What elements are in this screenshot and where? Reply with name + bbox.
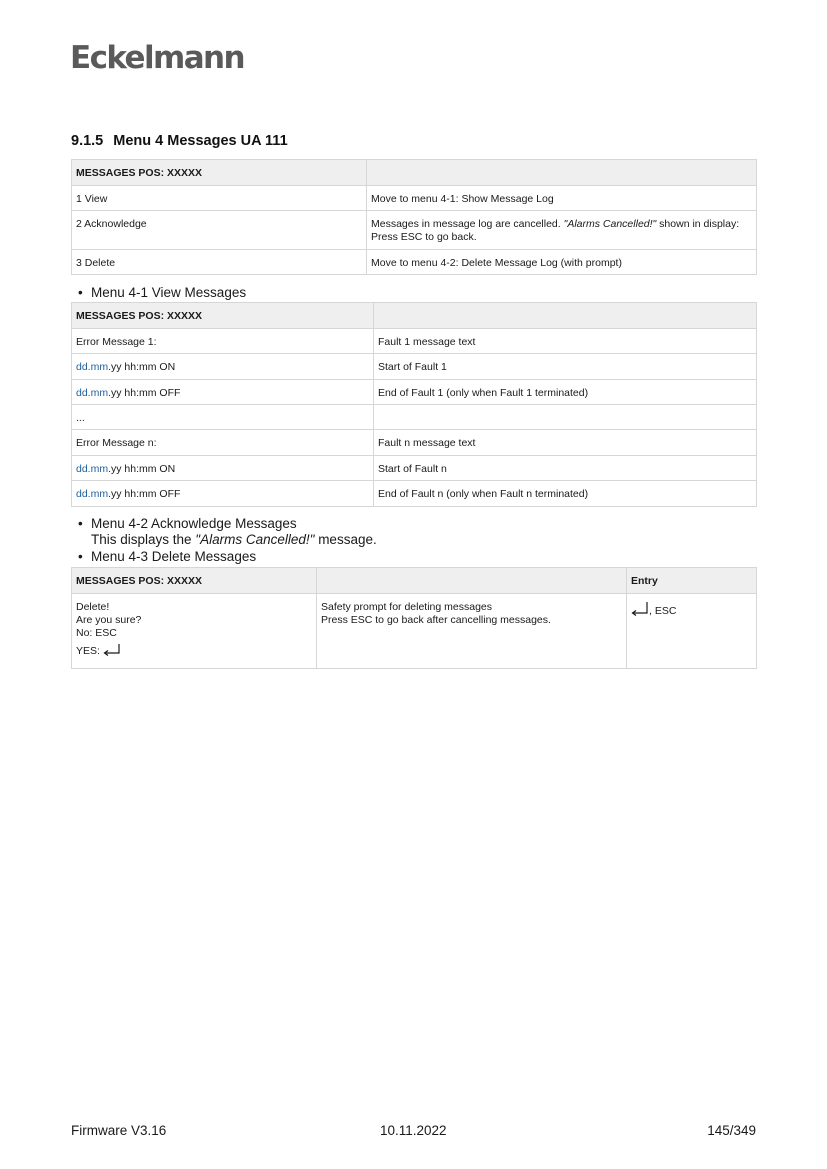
bullet-text: Menu 4-1 View Messages xyxy=(91,285,247,300)
cell-line xyxy=(76,643,312,661)
date-placeholder: dd.mm xyxy=(76,488,109,500)
table-header-row xyxy=(72,160,757,186)
table-cell: Move to menu 4-2: Delete Message Log (with prompt) xyxy=(367,250,757,275)
table-cell: End of Fault 1 (only when Fault 1 terminated) xyxy=(374,380,757,405)
table-cell: Start of Fault n xyxy=(374,456,757,481)
bullet-text: Menu 4-2 Acknowledge Messages xyxy=(91,516,297,531)
footer-page-number: 145/349 xyxy=(707,1123,756,1138)
view-messages-table xyxy=(71,302,757,507)
cell-line: Are you sure? xyxy=(76,614,142,626)
section-number: 9.1.5 xyxy=(71,133,104,149)
menu-table xyxy=(71,159,757,275)
bullet-item xyxy=(78,285,246,301)
table-cell: End of Fault n (only when Fault n terminated) xyxy=(374,481,757,507)
yes-label: YES: xyxy=(76,645,100,657)
entry-cell xyxy=(627,594,757,669)
table-row xyxy=(72,354,757,380)
table-header-cell: MESSAGES POS: XXXXX xyxy=(72,568,317,594)
bullet-dot: • xyxy=(78,549,83,564)
delete-messages-table xyxy=(71,567,757,669)
table-row xyxy=(72,481,757,507)
table-cell: 3 Delete xyxy=(72,250,367,275)
date-placeholder: dd.mm xyxy=(76,463,109,475)
bullet-dot: • xyxy=(78,516,83,531)
table-cell: Move to menu 4-1: Show Message Log xyxy=(367,186,757,211)
table-header-cell xyxy=(374,303,757,329)
cell-text: Messages in message log are cancelled. xyxy=(371,218,564,230)
table-header-cell: MESSAGES POS: XXXXX xyxy=(72,160,367,186)
table-header-cell: Entry xyxy=(627,568,757,594)
table-header-cell: MESSAGES POS: XXXXX xyxy=(72,303,374,329)
cell-line: Safety prompt for deleting messages xyxy=(321,601,493,613)
table-cell xyxy=(72,481,374,507)
table-row xyxy=(72,329,757,354)
footer-firmware: Firmware V3.16 xyxy=(71,1123,167,1138)
table-row xyxy=(72,594,757,669)
table-header-row xyxy=(72,303,757,329)
date-placeholder: dd.mm xyxy=(76,387,109,399)
table-cell xyxy=(72,380,374,405)
table-cell: Fault 1 message text xyxy=(374,329,757,354)
cell-line: No: ESC xyxy=(76,627,117,639)
enter-key-icon xyxy=(631,601,649,621)
table-header-cell xyxy=(367,160,757,186)
table-row xyxy=(72,380,757,405)
cell-line: Press ESC to go back after cancelling messages. xyxy=(321,614,551,626)
table-cell xyxy=(72,354,374,380)
table-row xyxy=(72,250,757,275)
cell-line: Delete! xyxy=(76,601,110,613)
table-cell: Start of Fault 1 xyxy=(374,354,757,380)
table-cell: Error Message n: xyxy=(72,430,374,456)
table-cell xyxy=(72,456,374,481)
table-cell xyxy=(317,594,627,669)
section-heading xyxy=(71,133,288,149)
table-header-cell xyxy=(317,568,627,594)
section-title: Menu 4 Messages UA 111 xyxy=(113,133,288,149)
bullet-item xyxy=(78,549,256,565)
ack-text: message. xyxy=(314,532,377,547)
table-cell xyxy=(72,594,317,669)
footer-date: 10.11.2022 xyxy=(380,1123,447,1138)
table-cell xyxy=(367,211,757,250)
cell-text: .yy hh:mm OFF xyxy=(108,387,181,399)
bullet-dot: • xyxy=(78,285,83,300)
cell-text: shown in display: Press ESC to go back. xyxy=(371,218,740,243)
enter-key-icon xyxy=(103,643,121,661)
ack-text: This displays the xyxy=(91,532,196,547)
cell-text: .yy hh:mm ON xyxy=(108,361,176,373)
table-row xyxy=(72,430,757,456)
entry-text: , ESC xyxy=(649,605,677,617)
table-cell: ... xyxy=(72,405,374,430)
bullet-text: Menu 4-3 Delete Messages xyxy=(91,549,257,564)
ack-description xyxy=(91,532,377,548)
cell-text: .yy hh:mm ON xyxy=(108,463,176,475)
table-cell: Fault n message text xyxy=(374,430,757,456)
table-cell xyxy=(374,405,757,430)
bullet-item xyxy=(78,516,297,532)
table-cell: 1 View xyxy=(72,186,367,211)
date-placeholder: dd.mm xyxy=(76,361,109,373)
table-row xyxy=(72,405,757,430)
table-row xyxy=(72,211,757,250)
table-cell: 2 Acknowledge xyxy=(72,211,367,250)
ack-italic-text: "Alarms Cancelled!" xyxy=(195,532,315,547)
table-row xyxy=(72,456,757,481)
table-header-row xyxy=(72,568,757,594)
cell-text: .yy hh:mm OFF xyxy=(108,488,181,500)
table-row xyxy=(72,186,757,211)
table-cell: Error Message 1: xyxy=(72,329,374,354)
cell-italic-text: "Alarms Cancelled!" xyxy=(563,218,657,230)
eckelmann-logo: Eckelmann xyxy=(70,40,244,76)
